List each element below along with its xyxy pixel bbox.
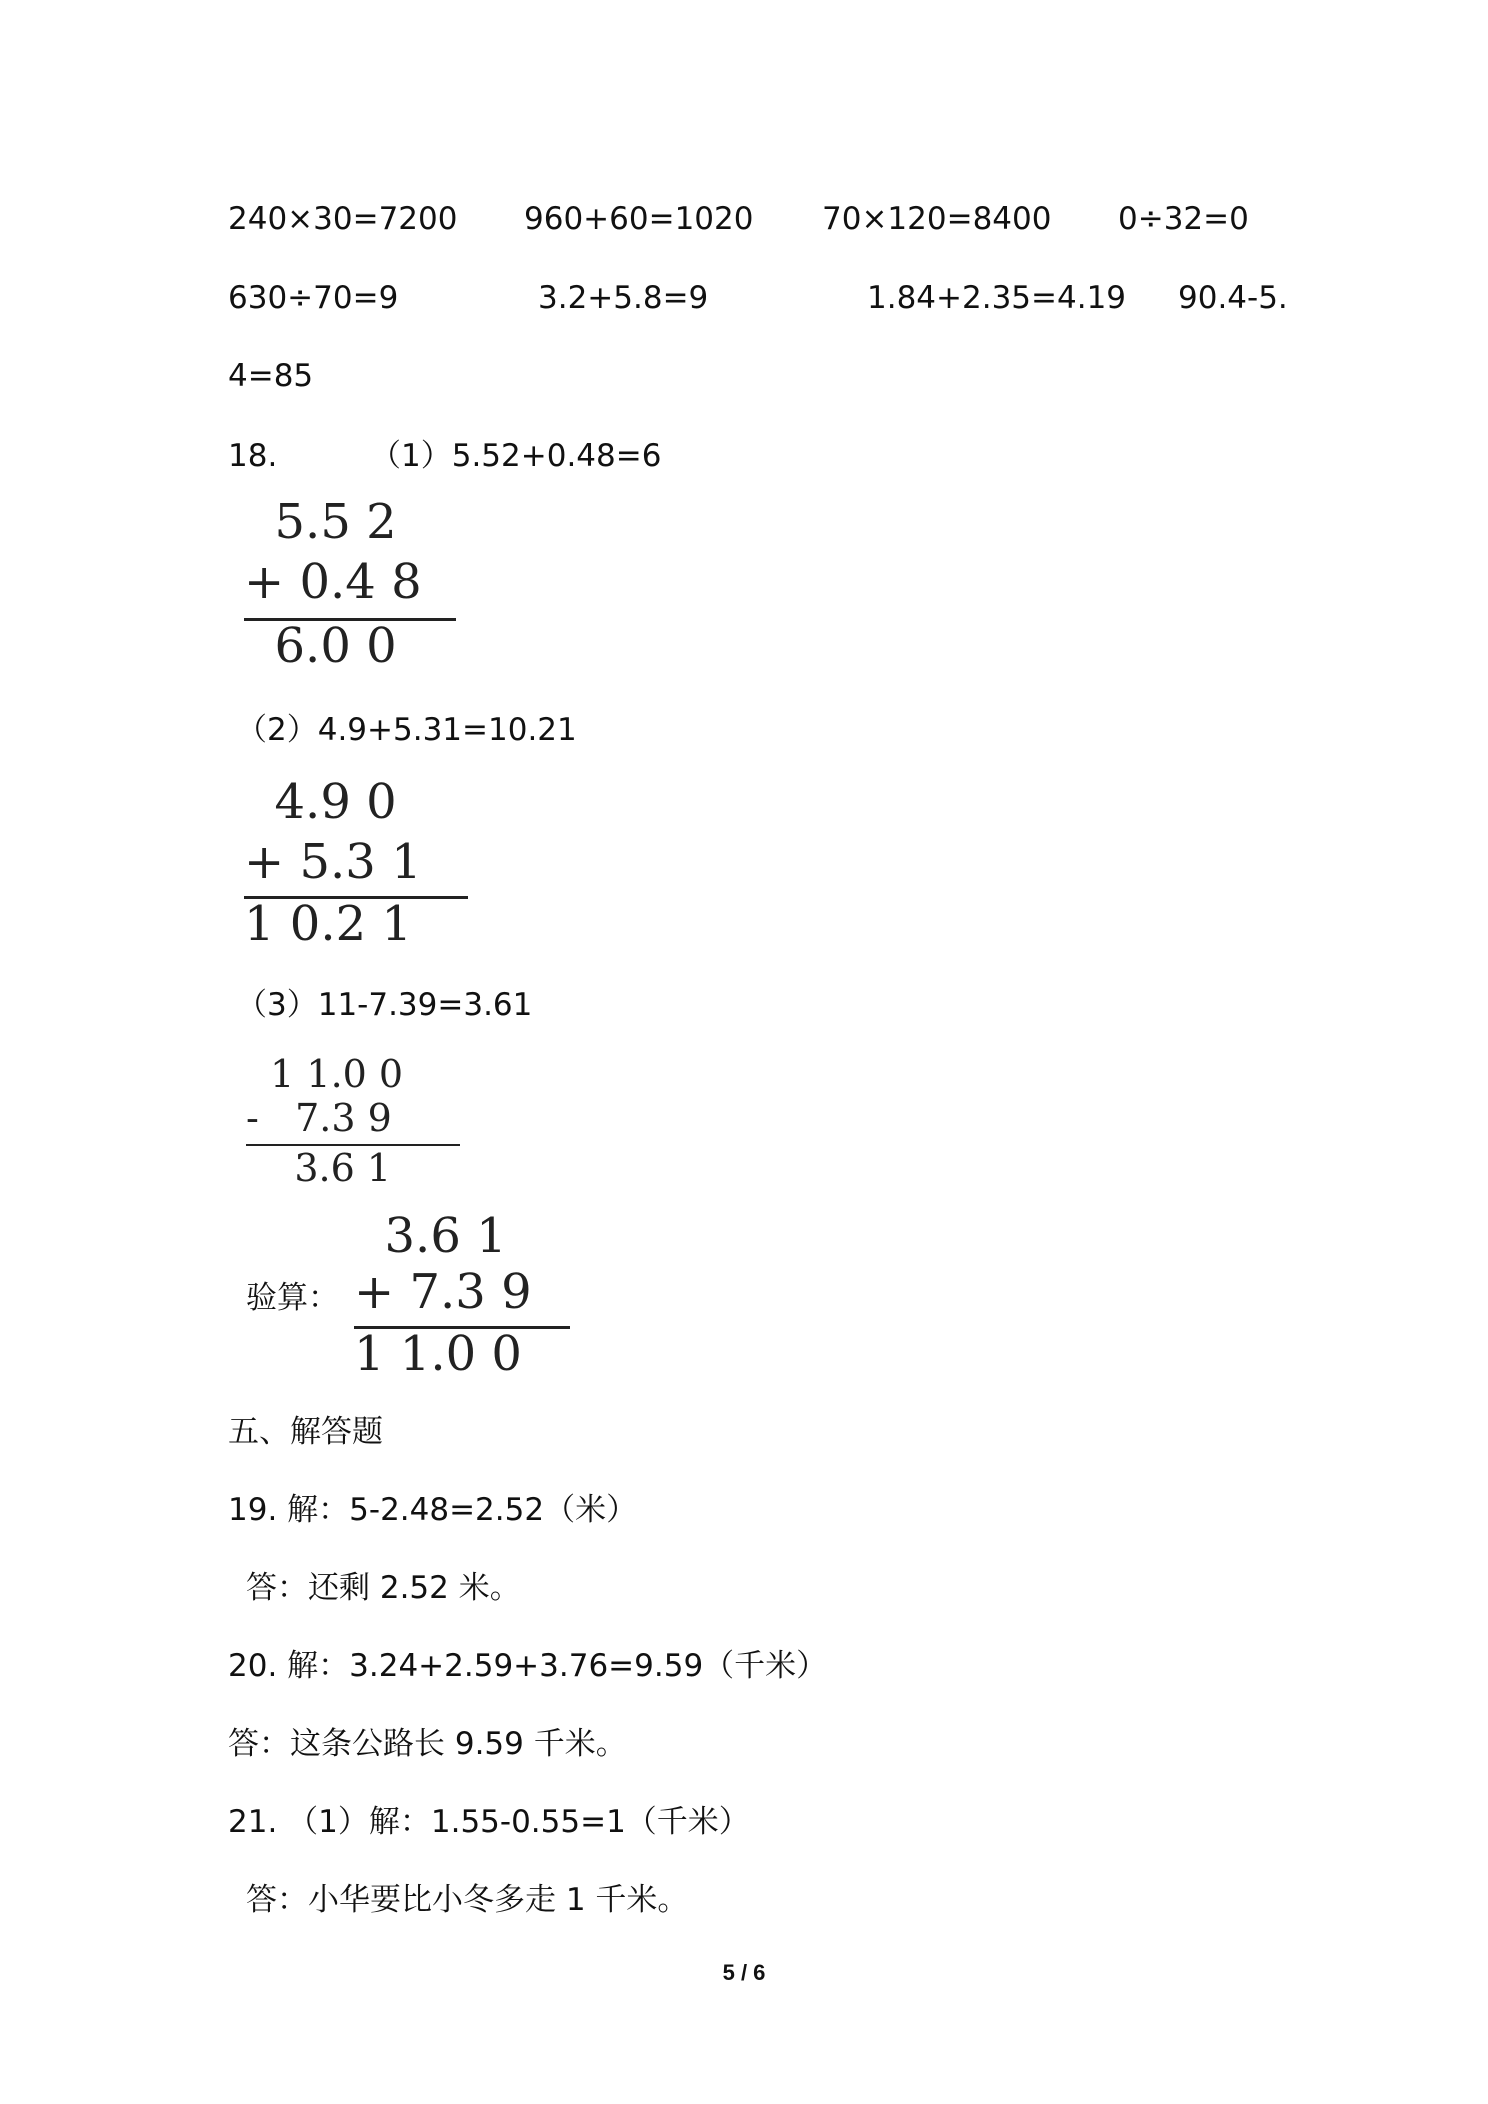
q20-answer: 答：这条公路长 9.59 千米。 <box>228 1726 627 1762</box>
q18-part1-operand: + 0.4 8 <box>244 554 422 610</box>
oral-calc-5: 630÷70=9 <box>228 280 399 316</box>
q18-part2-vertical <box>244 774 474 954</box>
q18-check-result: 1 1.0 0 <box>354 1326 522 1382</box>
page-number: 5 / 6 <box>722 1960 766 1985</box>
oral-calc-6: 3.2+5.8=9 <box>538 280 709 316</box>
q18-part2-operand: + 5.3 1 <box>244 834 422 890</box>
q18-part3-vertical <box>246 1052 476 1192</box>
q18-part2-label: （2）4.9+5.31=10.21 <box>236 712 577 748</box>
oral-calc-3: 70×120=8400 <box>822 201 1052 237</box>
q18-check-operand: + 7.3 9 <box>354 1264 532 1320</box>
q19-solution: 19. 解：5-2.48=2.52（米） <box>228 1492 638 1528</box>
q18-part2-top: 4.9 0 <box>244 774 397 830</box>
q18-number: 18. <box>228 438 278 474</box>
q18-part3-result: 3.6 1 <box>246 1146 392 1190</box>
q18-part1-top: 5.5 2 <box>244 494 397 550</box>
q18-check-top: 3.6 1 <box>354 1208 507 1264</box>
q18-check-vertical <box>354 1208 594 1388</box>
q18-part1-vertical <box>244 494 464 674</box>
q18-part2-result: 1 0.2 1 <box>244 896 412 952</box>
oral-calc-8: 90.4-5. <box>1178 280 1288 316</box>
oral-calc-8-wrap: 4=85 <box>228 358 314 394</box>
oral-calc-2: 960+60=1020 <box>524 201 754 237</box>
q18-check-label: 验算： <box>246 1280 339 1316</box>
q18-part3-operand: - 7.3 9 <box>246 1096 392 1140</box>
oral-calc-4: 0÷32=0 <box>1118 201 1249 237</box>
q19-answer: 答：还剩 2.52 米。 <box>246 1570 521 1606</box>
q18-part3-label: （3）11-7.39=3.61 <box>236 987 533 1023</box>
q18-part3-top: 1 1.0 0 <box>246 1052 404 1096</box>
q18-part1-result: 6.0 0 <box>244 618 397 674</box>
q21-solution: 21. （1）解：1.55-0.55=1（千米） <box>228 1804 750 1840</box>
q18-part1-label: （1）5.52+0.48=6 <box>370 438 662 474</box>
oral-calc-1: 240×30=7200 <box>228 201 458 237</box>
oral-calc-7: 1.84+2.35=4.19 <box>867 280 1127 316</box>
section5-title: 五、解答题 <box>228 1414 383 1450</box>
q20-solution: 20. 解：3.24+2.59+3.76=9.59（千米） <box>228 1648 828 1684</box>
q21-answer: 答：小华要比小冬多走 1 千米。 <box>246 1882 689 1918</box>
